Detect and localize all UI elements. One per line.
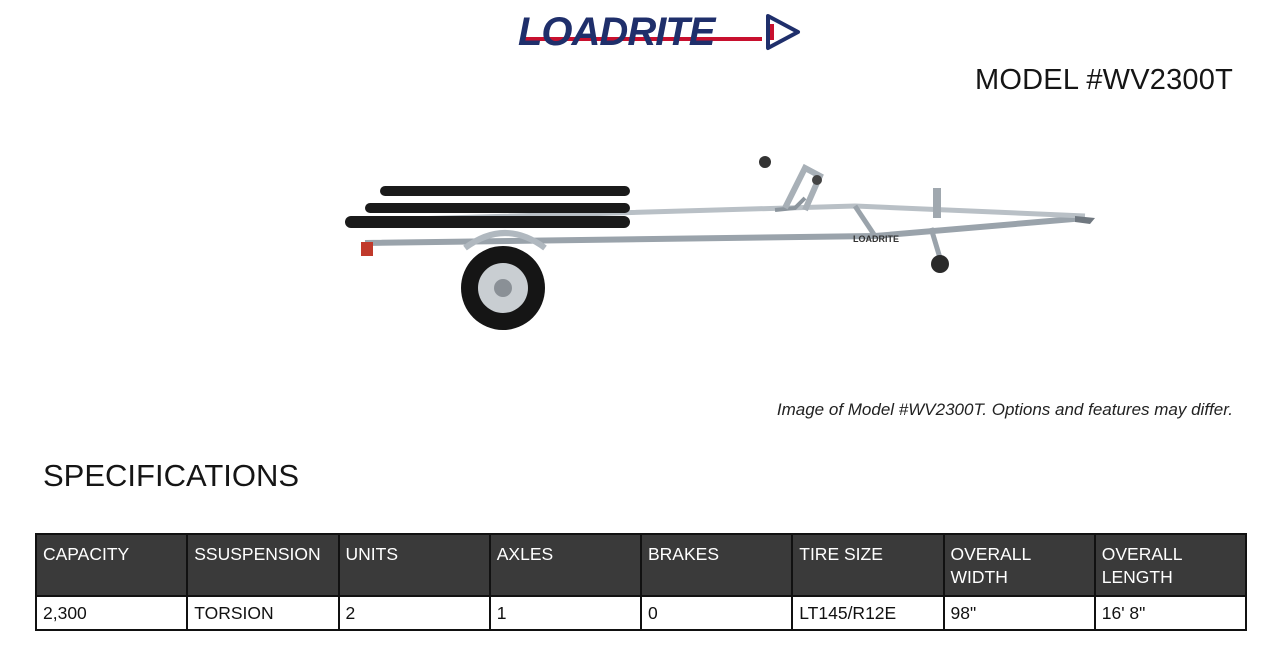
trailer-image: [335, 148, 1105, 338]
value-axles: 1: [490, 596, 641, 630]
header-capacity: CAPACITY: [36, 534, 187, 596]
value-overall-width: 98": [944, 596, 1095, 630]
header-overall-length: OVERALL LENGTH: [1095, 534, 1246, 596]
header-overall-width: OVERALL WIDTH: [944, 534, 1095, 596]
header-units: UNITS: [339, 534, 490, 596]
flag-r-icon: [764, 12, 804, 52]
image-caption: Image of Model #WV2300T. Options and features may differ.: [776, 400, 1233, 419]
value-capacity: 2,300: [36, 596, 187, 630]
header-suspension: SSUSPENSION: [187, 534, 338, 596]
value-units: 2: [339, 596, 490, 630]
specs-header-row: [36, 534, 1246, 596]
header-axles: AXLES: [490, 534, 641, 596]
model-title: MODEL #WV2300T: [975, 64, 1233, 96]
brand-logo: [518, 8, 808, 56]
value-overall-length: 16' 8": [1095, 596, 1246, 630]
svg-text:LOADRITE: LOADRITE: [853, 234, 899, 244]
value-tire-size: LT145/R12E: [792, 596, 943, 630]
header-tire-size: TIRE SIZE: [792, 534, 943, 596]
logo-text: LOADRITE: [518, 10, 715, 54]
header-brakes: BRAKES: [641, 534, 792, 596]
value-brakes: 0: [641, 596, 792, 630]
specifications-table: [35, 533, 1247, 631]
specs-value-row: [36, 596, 1246, 630]
specifications-heading: SPECIFICATIONS: [43, 458, 300, 493]
value-suspension: TORSION: [187, 596, 338, 630]
